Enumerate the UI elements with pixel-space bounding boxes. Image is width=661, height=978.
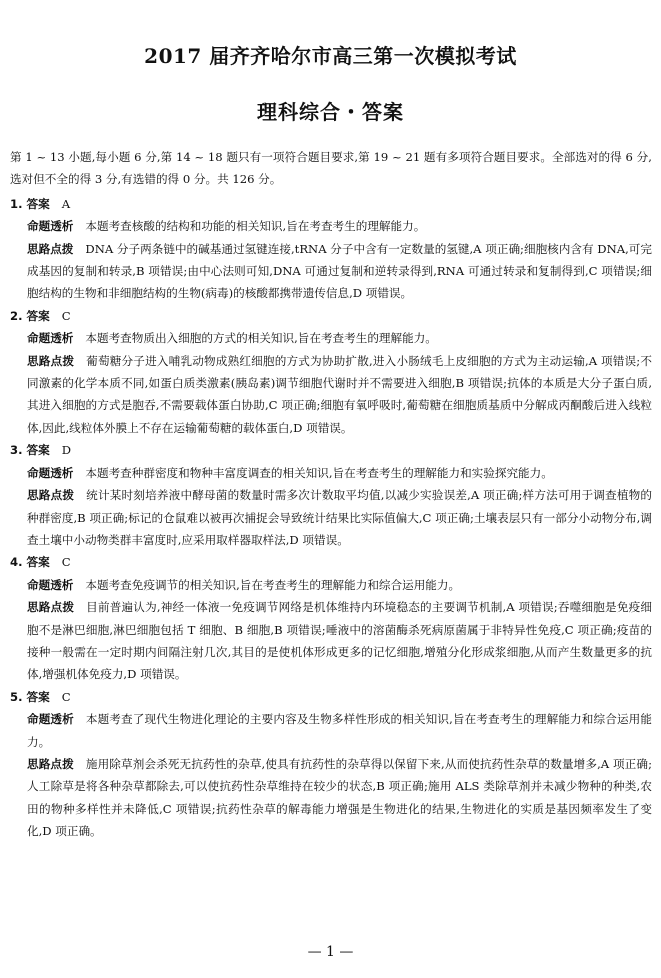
hint-text: DNA 分子两条链中的碱基通过氢键连接,tRNA 分子中含有一定数量的氢键,A 项正确;细胞核内含有 DNA,可完成基因的复制和转录,B 项错误;由中心法则可知,DNA 可通过复制和逆转录得到,RNA 可通过转录和复制得到,C 项错误;细胞结构的生物和非细胞结构的生物(病毒)的核酸都携带遗传信息,D 项错误。 [27,241,652,301]
question-3 [10,439,652,551]
analysis-paragraph [27,462,652,484]
answer-label: 答案 [26,196,50,211]
page-title: 2017 届齐齐哈尔市高三第一次模拟考试 [144,44,517,68]
analysis-label: 命题透析 [27,331,74,346]
analysis-label: 命题透析 [27,465,74,480]
analysis-text: 本题考查了现代生物进化理论的主要内容及生物多样性形成的相关知识,旨在考查考生的理解能力和综合运用能力。 [27,712,652,749]
analysis-label: 命题透析 [27,577,74,592]
hint-text: 施用除草剂会杀死无抗药性的杂草,使具有抗药性的杂草得以保留下来,从而使抗药性杂草的数量增多,A 项正确;人工除草是将各种杂草都除去,可以使抗药性杂草维持在较少的状态,B 项正确;施用 ALS 类除草剂并未减少物种的种类,农田的物种多样性并未降低,C 项错误;抗药性杂草的解毒能力增强是生物进化的结果,生物进化的实质是基因频率发生了变化,D 项正确。 [27,756,652,839]
hint-paragraph [27,350,652,440]
hint-paragraph [27,596,652,686]
hint-paragraph [27,753,652,843]
question-header [10,193,652,215]
hint-label: 思路点拨 [27,241,74,256]
analysis-paragraph [27,215,652,237]
answer-content [10,146,652,843]
answer-value: A [61,196,71,211]
question-number: 5. [10,689,23,704]
answer-value: C [61,689,71,704]
question-number: 4. [10,555,23,570]
hint-label: 思路点拨 [27,353,75,368]
analysis-label: 命题透析 [27,219,74,234]
hint-paragraph [27,238,652,305]
hint-text: 统计某时刻培养液中酵母菌的数量时需多次计数取平均值,以减少实验误差,A 项正确;样方法可用于调查植物的种群密度,B 项正确;标记的仓鼠难以被再次捕捉会导致统计结果比实际值偏大,C 项正确;土壤表层只有一部分小动物分布,调查土壤中小动物类群丰富度时,应采用取样器取样法,D 项错误。 [27,488,652,547]
analysis-paragraph [27,327,652,349]
analysis-text: 本题考查种群密度和物种丰富度调查的相关知识,旨在考查考生的理解能力和实验探究能力。 [85,465,553,480]
question-4 [10,551,652,685]
answer-value: D [61,443,71,458]
answer-label: 答案 [26,689,50,704]
question-number: 1. [10,196,23,211]
page-number: — 1 — [307,944,354,960]
analysis-paragraph [27,708,652,753]
hint-text: 葡萄糖分子进入哺乳动物成熟红细胞的方式为协助扩散,进入小肠绒毛上皮细胞的方式为主动运输,A 项错误;不同激素的化学本质不同,如蛋白质类激素(胰岛素)调节细胞代谢时并不需要进入细胞,B 项错误;抗体的本质是大分子蛋白质,其进入细胞的方式是胞吞,不需要载体蛋白协助,C 项正确;细胞有氧呼吸时,葡萄糖在细胞质基质中分解成丙酮酸后进入线粒体,因此,线粒体外膜上不存在运输葡萄糖的载体蛋白,D 项错误。 [27,353,652,435]
hint-label: 思路点拨 [27,488,75,503]
question-number: 2. [10,308,23,323]
question-header [10,551,652,573]
question-1 [10,193,652,305]
analysis-label: 命题透析 [27,712,74,727]
question-5 [10,686,652,843]
answer-label: 答案 [26,555,50,570]
scoring-instructions: 第 1 ~ 13 小题,每小题 6 分,第 14 ~ 18 题只有一项符合题目要求,第 19 ~ 21 题有多项符合题目要求。全部选对的得 6 分,选对但不全的得 3 分,有选错的得 0 分。共 126 分。 [10,150,652,187]
analysis-paragraph [27,574,652,596]
hint-label: 思路点拨 [27,756,74,771]
analysis-text: 本题考查物质出入细胞的方式的相关知识,旨在考查考生的理解能力。 [85,331,437,346]
question-header [10,686,652,708]
answer-value: C [61,555,71,570]
analysis-text: 本题考查核酸的结构和功能的相关知识,旨在考查考生的理解能力。 [85,219,426,234]
analysis-text: 本题考查免疫调节的相关知识,旨在考查考生的理解能力和综合运用能力。 [85,577,461,592]
answer-label: 答案 [26,308,50,323]
page-subtitle: 理科综合・答案 [257,100,404,124]
question-header [10,305,652,327]
answer-value: C [61,308,71,323]
question-2 [10,305,652,439]
hint-text: 目前普遍认为,神经一体液一免疫调节网络是机体维持内环境稳态的主要调节机制,A 项错误;吞噬细胞是免疫细胞不是淋巴细胞,淋巴细胞包括 T 细胞、B 细胞,B 项错误;唾液中的溶菌酶杀死病原菌属于非特异性免疫,C 项正确;疫苗的接种一般需在一定时期内间隔注射几次,其目的是使机体形成更多的记忆细胞,增殖分化形成浆细胞,从而产生数量更多的抗体,增强机体免疫力,D 项错误。 [27,600,652,682]
answer-label: 答案 [26,443,50,458]
question-header [10,439,652,461]
question-number: 3. [10,443,23,458]
hint-paragraph [27,484,652,551]
hint-label: 思路点拨 [27,600,75,615]
